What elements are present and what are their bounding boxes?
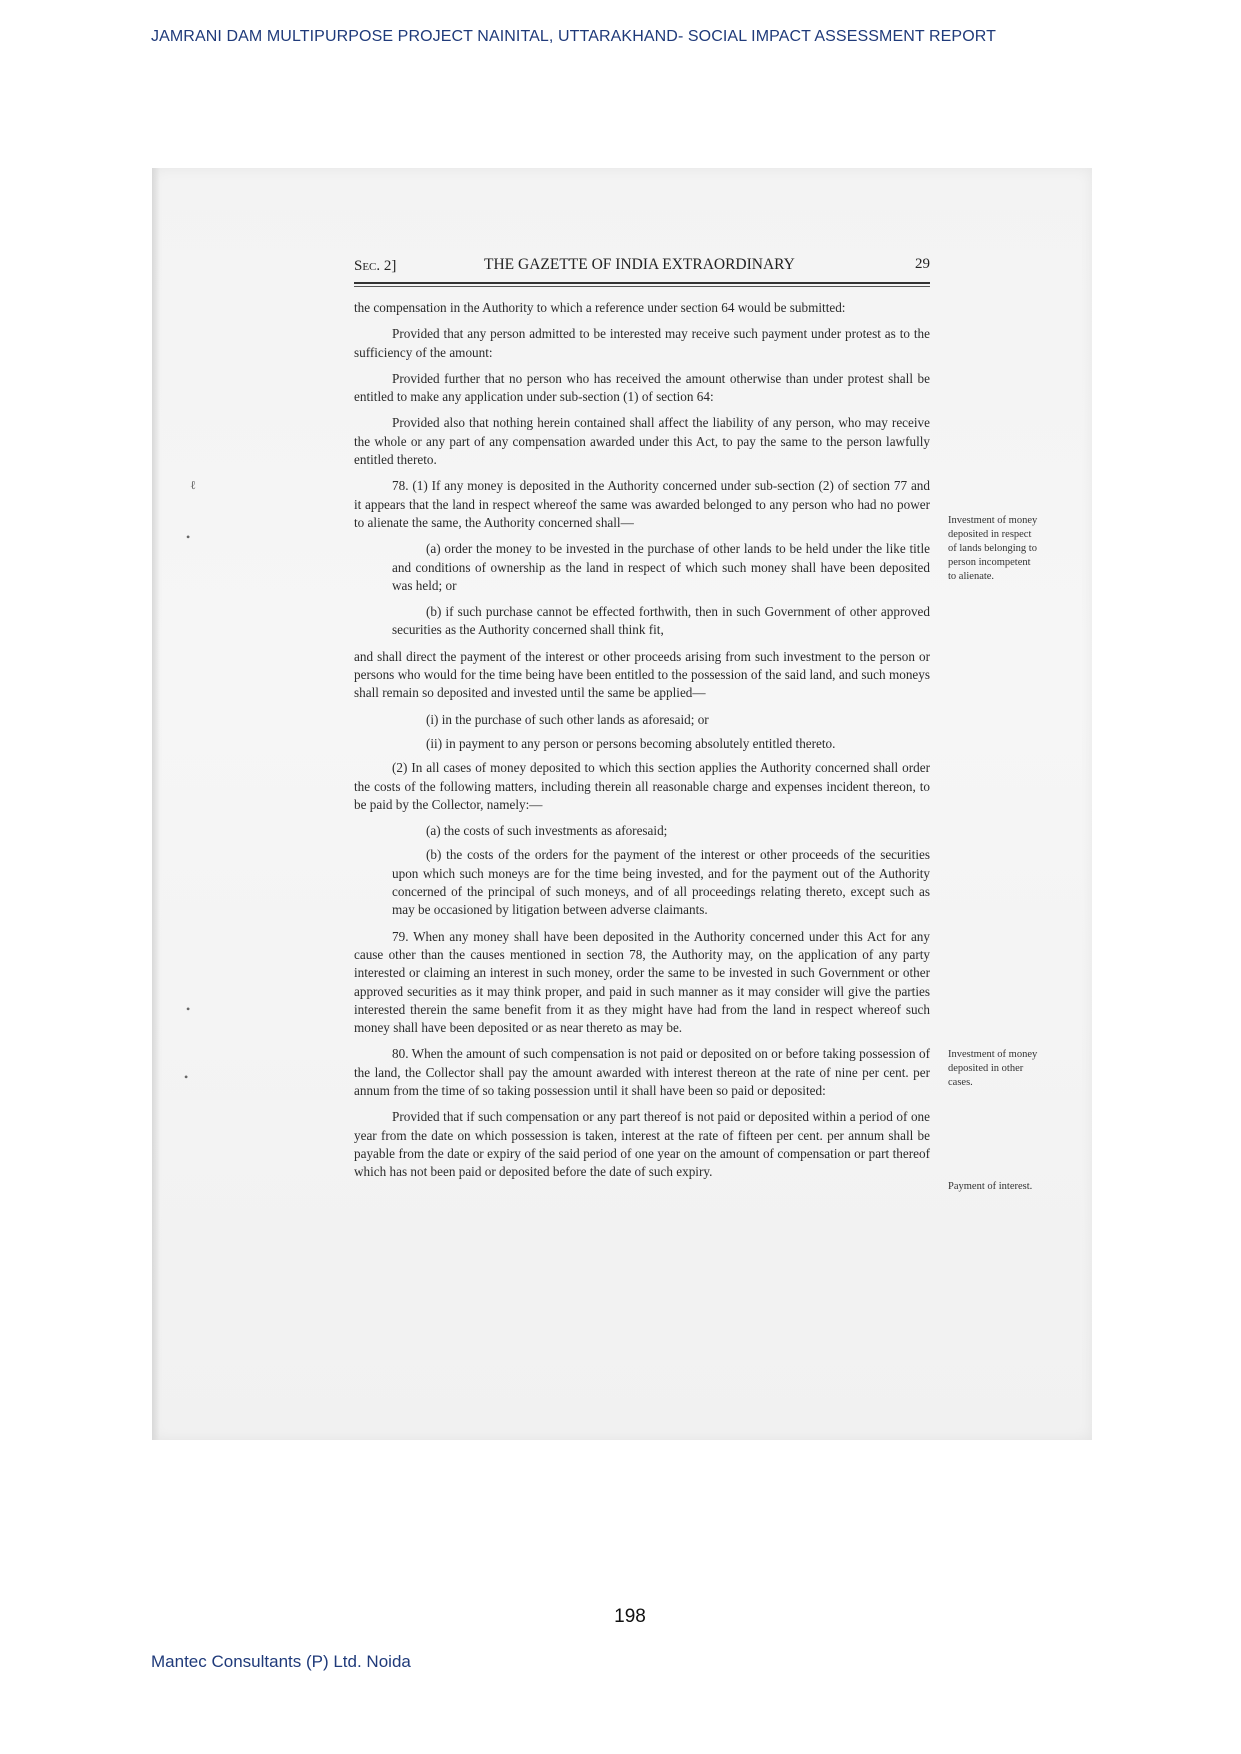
- clause: (i) in the purchase of such other lands as aforesaid; or: [426, 711, 709, 727]
- paragraph: Provided that if such compensation or any part thereof is not paid or deposited within a period of one year from the date on which possession is taken, interest at the rate of fifteen per cent. per annum shall be payable from the date or expiry of the said period of one year on the amount of compensation or part thereof which has not been paid or deposited before the date of such expiry.: [354, 1109, 930, 1180]
- paragraph: Provided further that no person who has received the amount otherwise than under protest shall be entitled to make any application under sub-section (1) of section 64:: [354, 370, 930, 405]
- margin-note: Investment of money deposited in other cases.: [948, 1049, 1038, 1088]
- clause: (ii) in payment to any person or persons becoming absolutely entitled thereto.: [426, 735, 836, 751]
- clause: (a) the costs of such investments as aforesaid;: [426, 823, 668, 839]
- gazette-page-number: 29: [915, 256, 930, 272]
- paragraph: the compensation in the Authority to which a reference under section 64 would be submitted:: [354, 300, 846, 315]
- scan-speck: •: [184, 1070, 189, 1084]
- scan-edge-shadow: [152, 168, 160, 1440]
- gazette-header: [354, 256, 930, 280]
- scanned-gazette-page: [152, 168, 1092, 1440]
- scan-speck: •: [186, 1002, 191, 1016]
- header-rule: [354, 282, 930, 284]
- gazette-title: THE GAZETTE OF INDIA EXTRAORDINARY: [484, 256, 795, 273]
- margin-note: Investment of money deposited in respect of lands belonging to person incompetent to alienate.: [948, 515, 1038, 582]
- margin-note: Payment of interest.: [948, 1181, 1033, 1192]
- clause: (a) order the money to be invested in the purchase of other lands to be held under the like title and conditions of ownership as the land in respect of which such money shall have been deposited was held; or: [392, 541, 930, 593]
- gazette-section: Sec. 2]: [354, 258, 397, 274]
- clause: (b) the costs of the orders for the payment of the interest or other proceeds of the securities upon which such moneys are for the time being invested, and for the payment out of the Authority concerned of the principal of such moneys, and of all proceedings relating thereto, except such as may be occasioned by litigation between adverse claimants.: [392, 847, 930, 918]
- section-78-paragraph: 78. (1) If any money is deposited in the Authority concerned under sub-section (2) of section 77 and it appears that the land in respect whereof the same was awarded belonged to any person who had no power to alienate the same, the Authority concerned shall—: [354, 478, 930, 530]
- report-header: JAMRANI DAM MULTIPURPOSE PROJECT NAINITAL, UTTARAKHAND- SOCIAL IMPACT ASSESSMENT REPORT: [151, 28, 996, 45]
- paragraph: (2) In all cases of money deposited to which this section applies the Authority concerned shall order the costs of the following matters, including therein all reasonable charge and expenses incident thereon, to be paid by the Collector, namely:—: [354, 760, 930, 812]
- paragraph: Provided that any person admitted to be interested may receive such payment under protest as to the sufficiency of the amount:: [354, 326, 930, 360]
- section-80-paragraph: 80. When the amount of such compensation is not paid or deposited on or before taking possession of the land, the Collector shall pay the amount awarded with interest thereon at the rate of nine per cent. per annum from the time of so taking possession until it shall have been so paid or deposited:: [354, 1046, 930, 1098]
- page-number: 198: [614, 1606, 646, 1627]
- section-79-paragraph: 79. When any money shall have been deposited in the Authority concerned under this Act for any cause other than the causes mentioned in section 78, the Authority may, on the application of any party interested or claiming an interest in such money, order the same to be invested in such Government or other approved securities as it may think proper, and paid in such manner as it may consider will give the parties interested therein the same benefit from it as they might have had from the land in respect whereof such money shall have been deposited or as near thereto as may be.: [354, 928, 930, 1036]
- report-footer: Mantec Consultants (P) Ltd. Noida: [151, 1652, 411, 1671]
- scan-speck: ℓ: [190, 478, 196, 492]
- paragraph: Provided also that nothing herein contained shall affect the liability of any person, who may receive the whole or any part of any compensation awarded under this Act, to pay the same to the person lawfully entitled thereto.: [354, 415, 930, 468]
- scan-speck: •: [186, 530, 191, 544]
- gazette-body: [354, 299, 930, 1189]
- paragraph: and shall direct the payment of the interest or other proceeds arising from such investment to the person or persons who would for the time being have been entitled to the possession of the said land, and such moneys shall remain so deposited and invested until the same be applied—: [354, 648, 930, 701]
- clause: (b) if such purchase cannot be effected forthwith, then in such Government of other approved securities as the Authority concerned shall think fit,: [392, 604, 930, 638]
- header-rule: [354, 286, 930, 287]
